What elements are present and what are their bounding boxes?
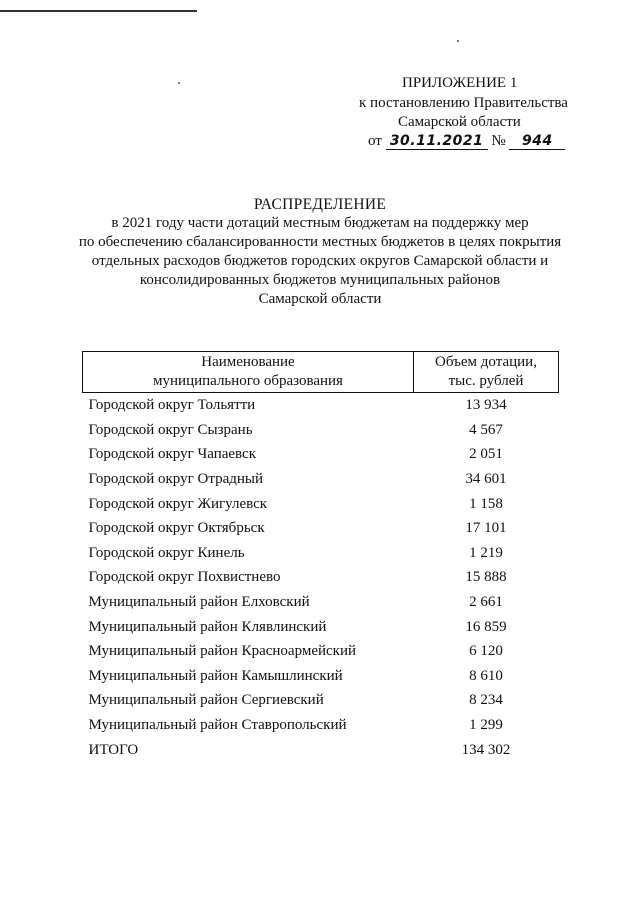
row-municipality: Муниципальный район Красноармейский [88, 643, 357, 660]
handwritten-number: 944 [509, 133, 565, 150]
table-row [83, 565, 559, 590]
appendix-region-line: Самарской области [398, 114, 521, 130]
row-municipality: Городской округ Чапаевск [88, 446, 256, 463]
distribution-table [82, 351, 559, 762]
row-amount: 15 888 [465, 569, 507, 586]
row-amount: 13 934 [465, 397, 507, 414]
row-amount: 4 567 [469, 421, 503, 438]
table-row [83, 639, 559, 664]
row-municipality: Муниципальный район Клявлинский [88, 618, 327, 635]
row-amount: 16 859 [465, 618, 507, 635]
header-municipality-line1: Наименование [201, 354, 295, 370]
row-amount: 2 051 [469, 446, 503, 463]
row-municipality: Муниципальный район Сергиевский [88, 692, 324, 709]
appendix-title: ПРИЛОЖЕНИЕ 1 [402, 75, 518, 91]
table-row [83, 688, 559, 713]
title-line: в 2021 году части дотаций местным бюджетам на поддержку мер [111, 215, 529, 231]
row-amount: 34 601 [465, 471, 507, 488]
number-prefix: № [491, 133, 506, 149]
table-row [83, 664, 559, 689]
document-heading: РАСПРЕДЕЛЕНИЕ [253, 196, 387, 213]
table-row [83, 541, 559, 566]
title-line: Самарской области [258, 291, 382, 307]
row-amount: 1 299 [469, 717, 503, 734]
row-amount: 1 158 [469, 495, 503, 512]
scan-speck [457, 40, 459, 42]
title-line: отдельных расходов бюджетов городских округов Самарской области и [91, 253, 549, 269]
table-row [83, 590, 559, 615]
appendix-resolution-line: к постановлению Правительства [359, 95, 568, 111]
document-title-block [60, 195, 580, 309]
row-municipality: Городской округ Жигулевск [88, 495, 268, 512]
row-municipality: Муниципальный район Камышлинский [88, 667, 343, 684]
row-municipality: Муниципальный район Елховский [88, 594, 310, 611]
appendix-date-line [368, 132, 565, 151]
table-row [83, 516, 559, 541]
header-municipality [83, 352, 414, 393]
row-amount: 6 120 [469, 643, 503, 660]
title-line: по обеспечению сбалансированности местных бюджетов в целях покрытия [78, 234, 562, 250]
row-municipality: Муниципальный район Ставропольский [88, 717, 347, 734]
row-municipality: Городской округ Отрадный [88, 471, 263, 488]
scan-edge-line [0, 10, 197, 12]
table-row [83, 418, 559, 443]
row-amount: 8 234 [469, 692, 503, 709]
total-amount: 134 302 [461, 741, 511, 758]
header-amount-line1: Объем дотации, [435, 354, 537, 370]
total-label: ИТОГО [88, 741, 139, 758]
table-row [83, 442, 559, 467]
table-row [83, 614, 559, 639]
table-row [83, 491, 559, 516]
row-municipality: Городской округ Кинель [88, 544, 245, 561]
row-municipality: Городской округ Сызрань [88, 421, 253, 438]
table-row [83, 467, 559, 492]
row-amount: 17 101 [465, 520, 507, 537]
row-amount: 2 661 [469, 594, 503, 611]
header-amount-line2: тыс. рублей [448, 373, 524, 389]
total-row [83, 737, 559, 762]
scan-speck [178, 82, 180, 84]
row-municipality: Городской округ Октябрьск [88, 520, 265, 537]
table-header-row [83, 352, 559, 393]
row-amount: 8 610 [469, 667, 503, 684]
title-line: консолидированных бюджетов муниципальных районов [139, 272, 501, 288]
date-prefix: от [368, 133, 382, 149]
row-municipality: Городской округ Похвистнево [88, 569, 281, 586]
table-row [83, 713, 559, 738]
table-row [83, 393, 559, 418]
handwritten-date: 30.11.2021 [386, 133, 488, 150]
row-amount: 1 219 [469, 544, 503, 561]
header-amount [414, 352, 559, 393]
row-municipality: Городской округ Тольятти [88, 397, 256, 414]
header-municipality-line2: муниципального образования [153, 373, 343, 389]
